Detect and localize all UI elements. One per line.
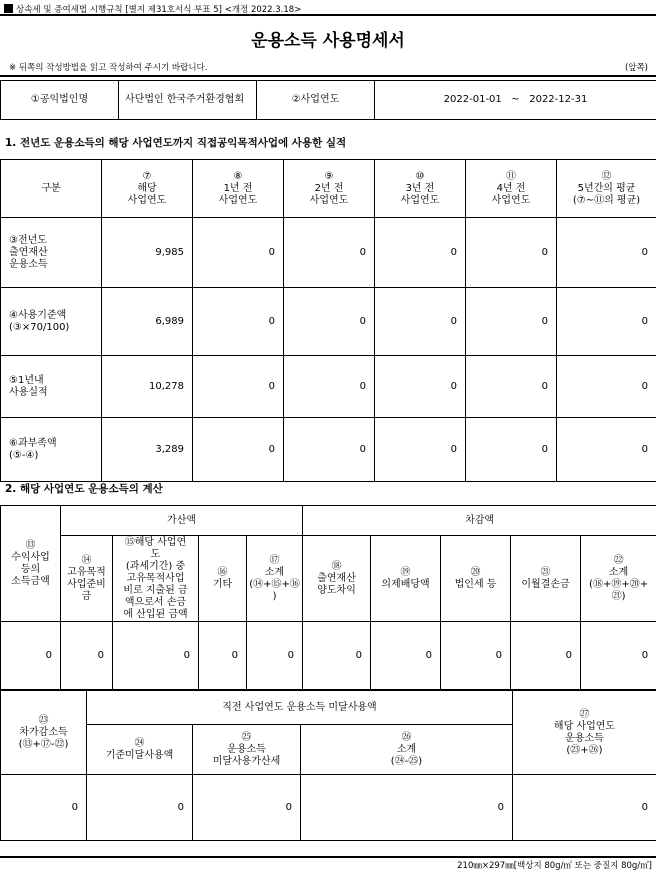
value-cell: 0: [511, 622, 581, 690]
col-num: ⑩: [415, 170, 425, 182]
value-cell: 0: [284, 218, 375, 288]
side-label: (앞쪽): [624, 63, 648, 73]
shortfall-group-header: 직전 사업연도 운용소득 미달사용액: [87, 691, 513, 725]
col24-header: [87, 725, 193, 775]
table-row: [1, 218, 656, 288]
category-header: 구분: [1, 160, 102, 218]
section2-table2: [0, 690, 656, 841]
top-rule: [0, 14, 656, 16]
year-col-header: [102, 160, 193, 218]
section2-table1-header-row: [1, 536, 656, 622]
col27-header: [513, 691, 656, 775]
col-label: 의제배당액: [381, 578, 430, 590]
value-cell: 0: [113, 622, 199, 690]
col23-label: 차가감소득 (⑬+⑰-㉒): [18, 726, 69, 750]
year-col-header: [466, 160, 557, 218]
value-cell: 0: [284, 288, 375, 356]
calc-col-header: [581, 536, 656, 622]
section1-table: [0, 159, 656, 482]
col-label: 출연재산 양도차익: [317, 572, 356, 596]
col-num: ⑪: [506, 170, 516, 182]
value-cell: 0: [61, 622, 113, 690]
col25-num: ㉕: [241, 731, 252, 743]
col-label: 2년 전 사업연도: [309, 182, 349, 206]
regulation-text: 상속세 및 증여세법 시행규칙 [별지 제31호서식 부표 5] <개정 2022.3.18>: [4, 3, 301, 15]
year-col-header: [193, 160, 284, 218]
year-label: ②사업연도: [257, 81, 375, 120]
col-num: ㉒: [613, 554, 624, 566]
calc-col-header: [511, 536, 581, 622]
col-num: ⑦: [142, 170, 152, 182]
col26-label: 소계 (㉔-㉕): [390, 743, 423, 767]
value-cell: 0: [466, 288, 557, 356]
calc-col-header: [199, 536, 247, 622]
col-label: 해당 사업연도: [127, 182, 167, 206]
value-cell: 0: [247, 622, 303, 690]
value-cell: 0: [466, 218, 557, 288]
section2-title: 2. 해당 사업연도 운용소득의 계산: [5, 483, 163, 495]
col-num: ⑧: [233, 170, 243, 182]
table-row: [1, 356, 656, 418]
value-cell: 0: [193, 218, 284, 288]
row-label: ③전년도 출연재산 운용소득: [1, 218, 102, 288]
section1-body: [1, 218, 656, 482]
value-cell: 10,278: [102, 356, 193, 418]
calc-col-header: [371, 536, 441, 622]
col-label: 5년간의 평균 (⑦∼⑪의 평균): [572, 182, 641, 206]
col-label: 1년 전 사업연도: [218, 182, 258, 206]
notice-text: ※ 뒤쪽의 작성방법을 읽고 작성하여 주시기 바랍니다.: [9, 63, 208, 73]
col-num: ⑳: [470, 566, 481, 578]
value-cell: 0: [557, 356, 656, 418]
col-num: ⑰: [269, 554, 280, 566]
col-label: 법인세 등: [454, 578, 497, 590]
col-num: ⑯: [217, 566, 228, 578]
section2-table1: [0, 505, 656, 690]
calc-col-header: [441, 536, 511, 622]
notice-rule: [0, 75, 656, 77]
value-cell: 0: [375, 418, 466, 482]
col-num: ⑨: [324, 170, 334, 182]
value-cell: 0: [466, 418, 557, 482]
value-cell: 0: [441, 622, 511, 690]
row-label: ⑤1년내 사용실적: [1, 356, 102, 418]
col23-header: [1, 691, 87, 775]
col-label: 3년 전 사업연도: [400, 182, 440, 206]
info-table: [0, 80, 656, 120]
value-cell: 0: [513, 775, 656, 841]
col-num: ⑫: [601, 170, 612, 182]
section1-title: 1. 전년도 운용소득의 해당 사업연도까지 직접공익목적사업에 사용한 실적: [5, 137, 347, 149]
value-cell: 3,289: [102, 418, 193, 482]
add-group-header: 가산액: [61, 506, 303, 536]
value-cell: 0: [87, 775, 193, 841]
year-period-value: 2022-01-01 ~ 2022-12-31: [375, 81, 656, 120]
col-num: ⑭: [81, 554, 92, 566]
table-row: [1, 288, 656, 356]
value-cell: 0: [1, 775, 87, 841]
year-col-header: [375, 160, 466, 218]
col27-label: 해당 사업연도 운용소득 (㉓+㉖): [553, 720, 616, 756]
col-label: ⑮해당 사업연 도 (과세기간) 중 고유목적사업 비로 지출된 금 액으로서 손금 에 산입된 금액: [123, 536, 188, 620]
value-cell: 0: [303, 622, 371, 690]
value-cell: 0: [557, 218, 656, 288]
row-label: ⑥과부족액 (⑤-④): [1, 418, 102, 482]
col-label: 이월결손금: [521, 578, 570, 590]
col-label: 4년 전 사업연도: [491, 182, 531, 206]
value-cell: 0: [199, 622, 247, 690]
value-cell: 0: [193, 775, 301, 841]
paper-spec-text: 210㎜×297㎜[백상지 80g/㎡ 또는 중질지 80g/㎡]: [457, 861, 652, 871]
col26-num: ㉖: [401, 731, 412, 743]
value-cell: 0: [193, 418, 284, 482]
col25-header: [193, 725, 301, 775]
calc-col-header: [113, 536, 199, 622]
value-cell: 0: [466, 356, 557, 418]
col-num: ㉑: [540, 566, 551, 578]
calc-col-header: [61, 536, 113, 622]
calc-col-header: [303, 536, 371, 622]
bottom-rule: [0, 856, 656, 858]
col-num: ⑱: [331, 560, 342, 572]
col-num: ⑲: [400, 566, 411, 578]
col24-label: 기준미달사용액: [105, 749, 174, 761]
value-cell: 6,989: [102, 288, 193, 356]
value-cell: 0: [375, 218, 466, 288]
col24-num: ㉔: [134, 737, 145, 749]
col13-header: [1, 506, 61, 622]
section1-header-row: [1, 160, 656, 218]
corp-name-value: 사단법인 한국주거환경협회: [119, 81, 257, 120]
col13-num: ⑬: [25, 539, 36, 551]
col26-header: [301, 725, 513, 775]
calc-col-header: [247, 536, 303, 622]
col25-label: 운용소득 미달사용가산세: [212, 743, 281, 767]
col-label: 소계 (⑱+⑲+⑳+ ㉑): [589, 566, 649, 602]
year-col-header: [557, 160, 656, 218]
value-cell: 0: [375, 288, 466, 356]
value-cell: 0: [581, 622, 656, 690]
sub-group-header: 차감액: [303, 506, 656, 536]
value-cell: 0: [557, 418, 656, 482]
value-cell: 0: [371, 622, 441, 690]
col-label: 고유목적 사업준비 금: [67, 566, 106, 602]
col23-num: ㉓: [38, 714, 49, 726]
section2-table1-value-row: [1, 622, 656, 690]
page-title: 운용소득 사용명세서: [251, 31, 405, 51]
col13-label: 수익사업 등의 소득금액: [11, 551, 50, 587]
value-cell: 0: [284, 356, 375, 418]
col-label: 소계 (⑭+⑮+⑯ ): [249, 566, 300, 602]
value-cell: 9,985: [102, 218, 193, 288]
square-bullet-icon: [4, 4, 13, 13]
value-cell: 0: [557, 288, 656, 356]
table-row: [1, 418, 656, 482]
value-cell: 0: [1, 622, 61, 690]
year-col-header: [284, 160, 375, 218]
col27-num: ㉗: [579, 708, 590, 720]
value-cell: 0: [193, 288, 284, 356]
col-label: 기타: [212, 578, 233, 590]
row-label: ④사용기준액 (③×70/100): [1, 288, 102, 356]
value-cell: 0: [193, 356, 284, 418]
value-cell: 0: [301, 775, 513, 841]
value-cell: 0: [284, 418, 375, 482]
corp-name-label: ①공익법인명: [1, 81, 119, 120]
value-cell: 0: [375, 356, 466, 418]
